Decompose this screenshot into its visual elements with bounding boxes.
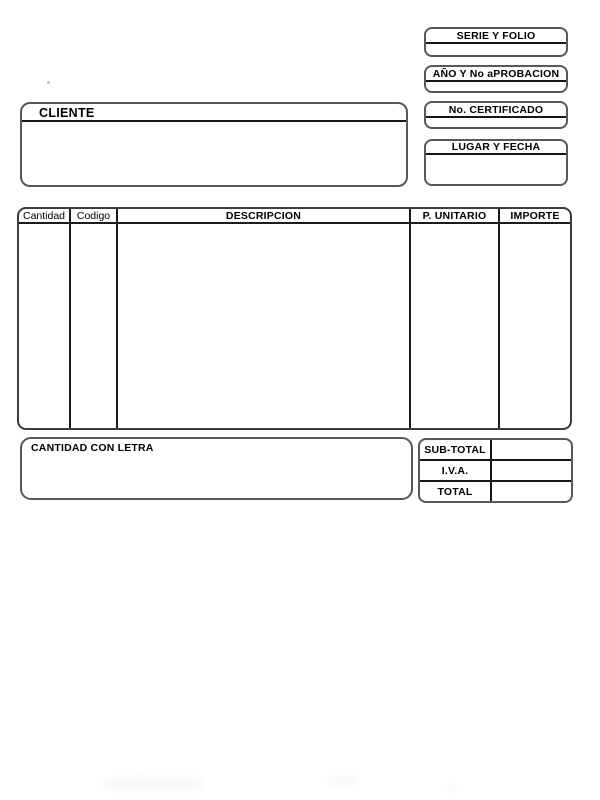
total-label: TOTAL	[420, 482, 492, 501]
codigo-field[interactable]	[71, 224, 116, 428]
cantidad-field[interactable]	[19, 224, 69, 428]
iva-label: I.V.A.	[420, 461, 492, 480]
codigo-header: Codigo	[71, 209, 116, 224]
descripcion-header: DESCRIPCION	[118, 209, 409, 224]
cliente-box	[20, 102, 408, 187]
serie-folio-field[interactable]	[426, 44, 566, 56]
column-importe	[498, 209, 570, 428]
total-field[interactable]	[492, 482, 571, 501]
cliente-label: CLIENTE	[22, 104, 406, 122]
lugar-fecha-box	[424, 139, 568, 186]
cantidad-con-letra-box	[20, 437, 413, 500]
subtotal-row	[420, 440, 571, 459]
cliente-field[interactable]	[22, 122, 406, 183]
total-row	[420, 480, 571, 501]
descripcion-field[interactable]	[118, 224, 409, 428]
ano-aprobacion-field[interactable]	[426, 82, 566, 92]
totals-box	[418, 438, 573, 503]
ano-aprobacion-label: AÑO Y No aPROBACION	[426, 67, 566, 82]
scan-smudge	[447, 786, 456, 791]
iva-row	[420, 459, 571, 480]
serie-folio-box	[424, 27, 568, 57]
certificado-label: No. CERTIFICADO	[426, 103, 566, 118]
column-p-unitario	[409, 209, 498, 428]
column-cantidad	[19, 209, 69, 428]
items-table	[17, 207, 572, 430]
p-unitario-header: P. UNITARIO	[411, 209, 498, 224]
importe-header: IMPORTE	[500, 209, 570, 224]
p-unitario-field[interactable]	[411, 224, 498, 428]
scan-smudge	[327, 777, 357, 784]
cantidad-con-letra-label: CANTIDAD CON LETRA	[31, 442, 154, 454]
subtotal-label: SUB-TOTAL	[420, 440, 492, 459]
certificado-field[interactable]	[426, 118, 566, 128]
cantidad-con-letra-field[interactable]	[22, 454, 411, 494]
subtotal-field[interactable]	[492, 440, 571, 459]
lugar-fecha-label: LUGAR Y FECHA	[426, 141, 566, 155]
ano-aprobacion-box	[424, 65, 568, 93]
certificado-box	[424, 101, 568, 129]
lugar-fecha-field[interactable]	[426, 155, 566, 185]
column-codigo	[69, 209, 116, 428]
scan-speck	[47, 81, 50, 84]
cantidad-header: Cantidad	[19, 209, 69, 224]
importe-field[interactable]	[500, 224, 570, 428]
serie-folio-label: SERIE Y FOLIO	[426, 29, 566, 44]
scan-smudge	[103, 777, 203, 791]
iva-field[interactable]	[492, 461, 571, 480]
column-descripcion	[116, 209, 409, 428]
